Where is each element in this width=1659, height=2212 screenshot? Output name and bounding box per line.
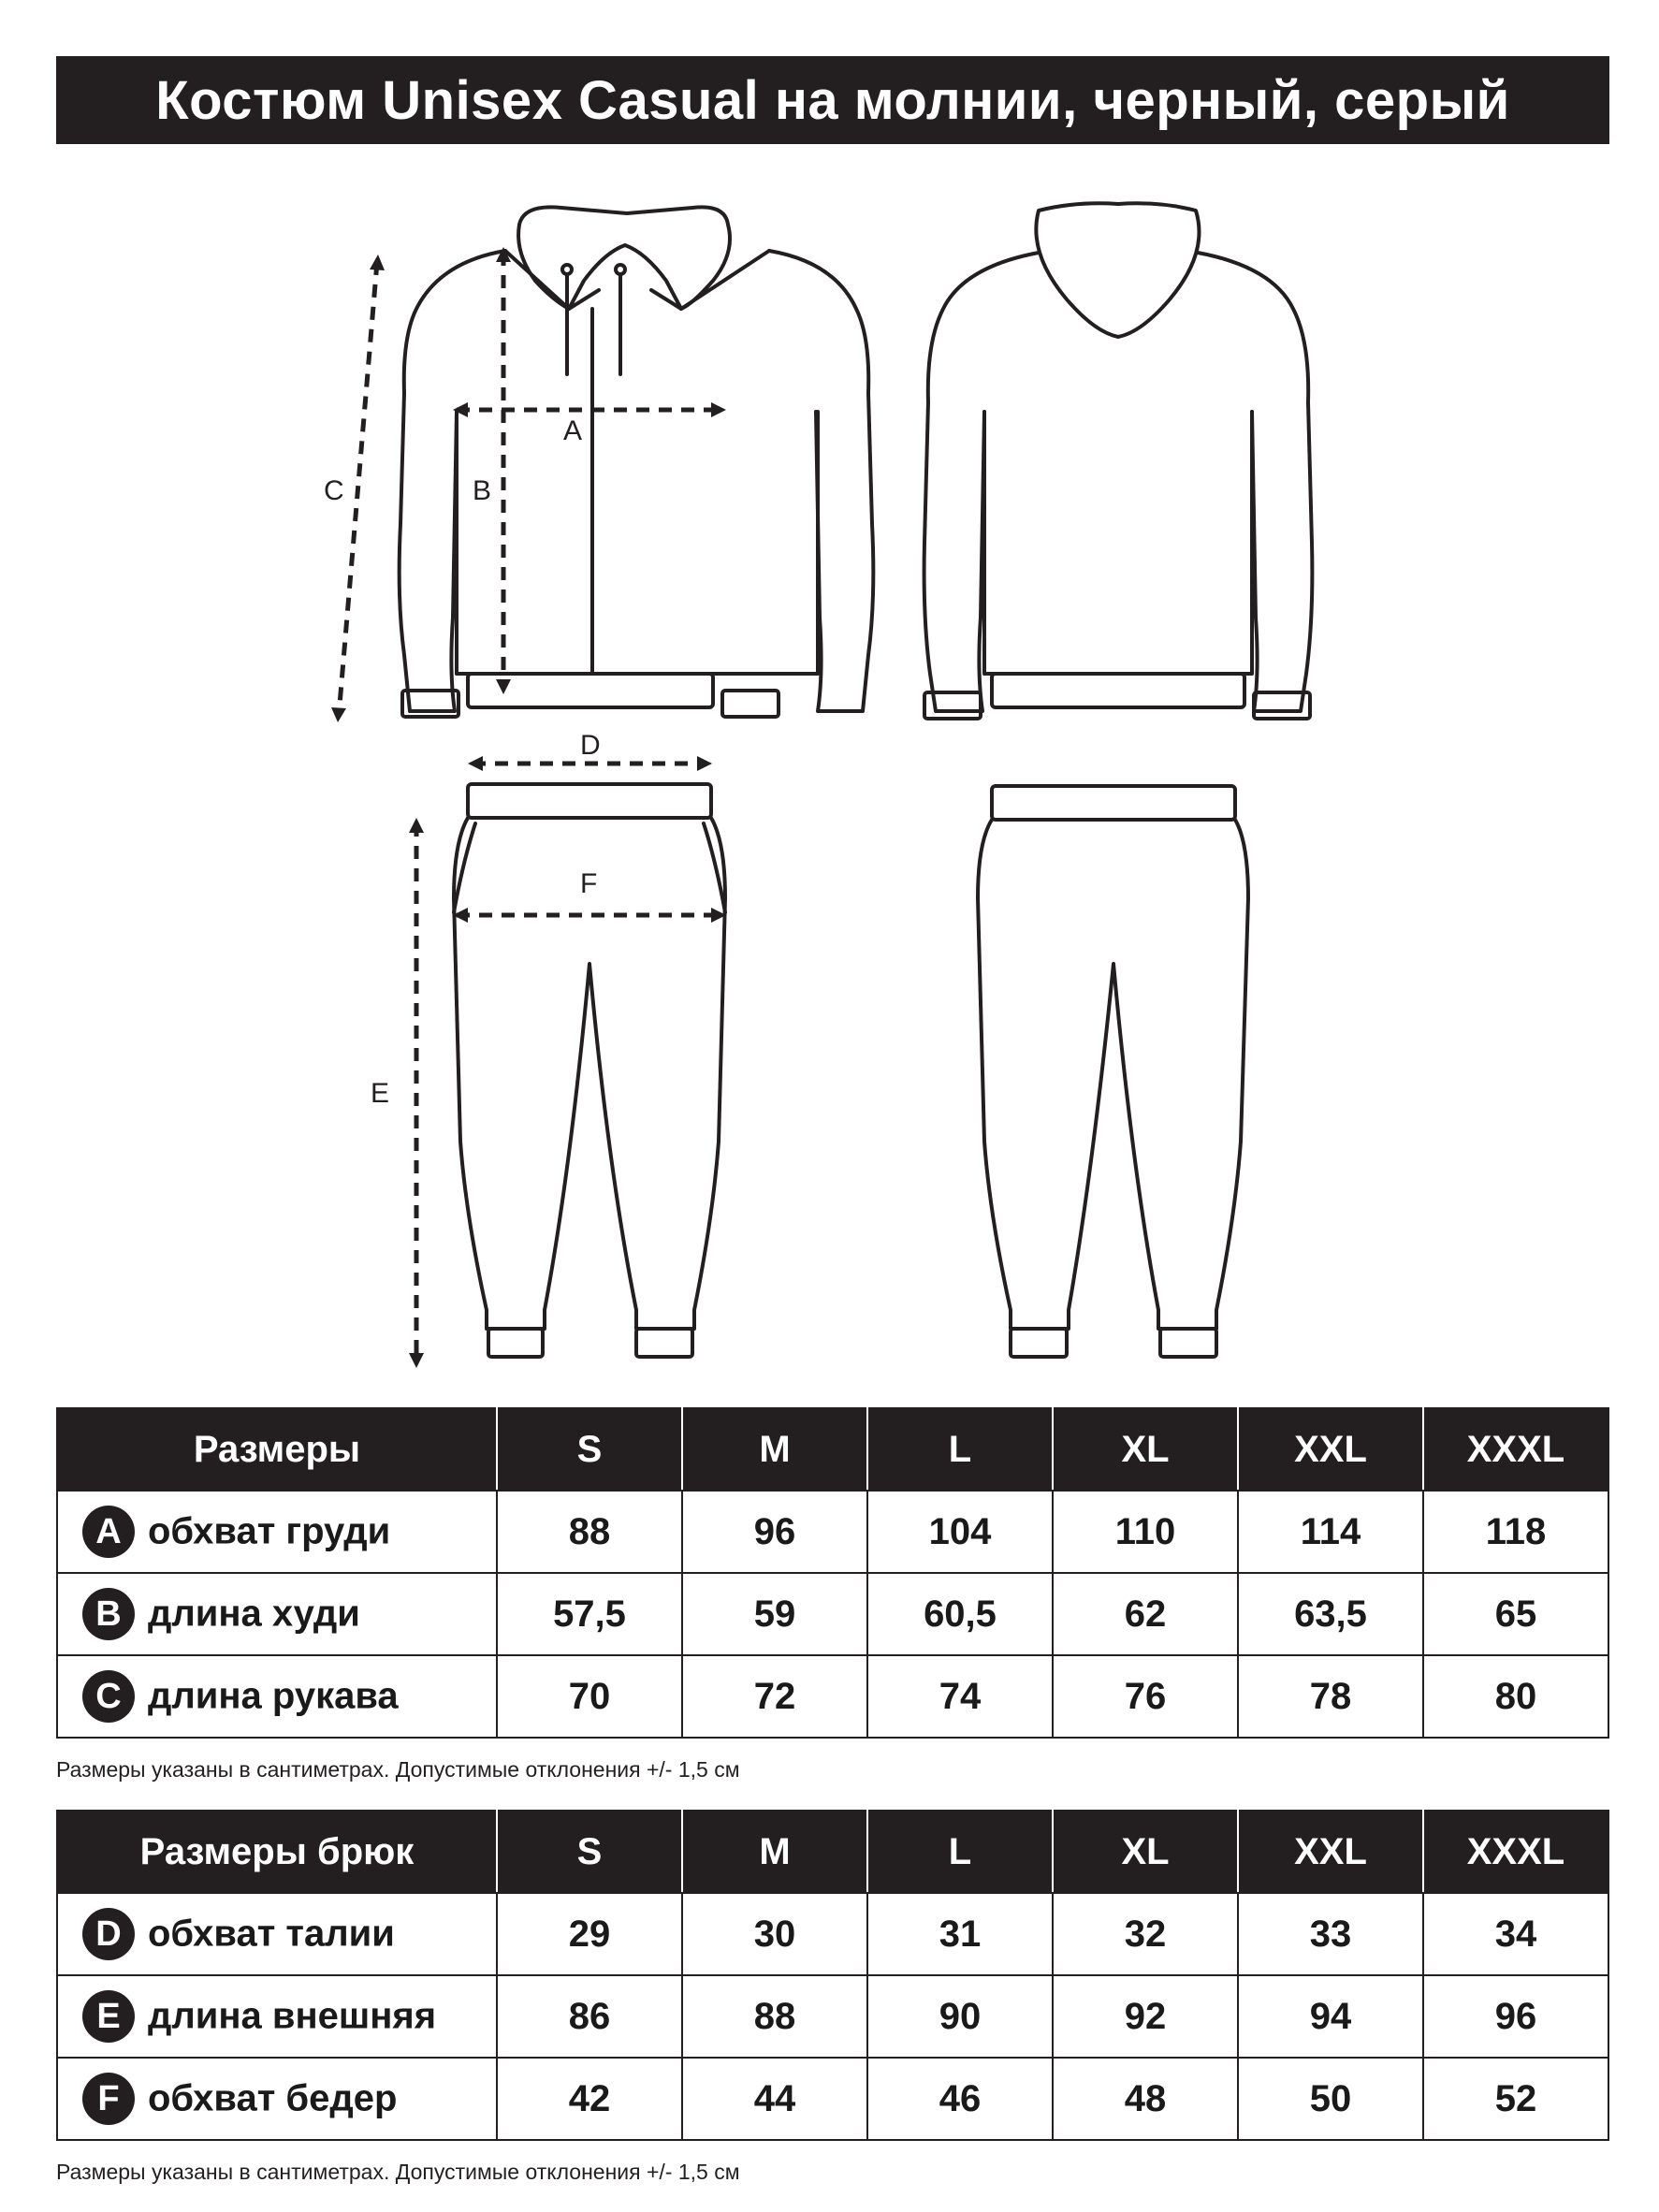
value-cell: 92 [1053,1975,1238,2058]
table-header-row [57,1408,1608,1491]
size-header: L [867,1811,1053,1893]
value-cell: 62 [1053,1573,1238,1655]
value-cell: 42 [497,2058,682,2140]
row-label-cell [57,1573,497,1655]
table-row [57,2058,1608,2140]
measurement-note: Размеры указаны в сантиметрах. Допустимые отклонения +/- 1,5 см [56,1757,740,1782]
value-cell: 59 [682,1573,867,1655]
table-row [57,1491,1608,1573]
row-label: обхват груди [148,1510,391,1552]
pants-back-drawing [978,786,1248,1357]
size-header: L [867,1408,1053,1491]
value-cell: 70 [497,1655,682,1738]
header-label: Размеры брюк [57,1811,497,1893]
row-badge: F [82,2073,135,2125]
value-cell: 76 [1053,1655,1238,1738]
row-label-cell [57,1655,497,1738]
row-label: обхват бедер [148,2077,398,2119]
hoodie-front-drawing [400,207,874,717]
value-cell: 52 [1423,2058,1608,2140]
row-label: обхват талии [148,1913,395,1955]
value-cell: 60,5 [867,1573,1053,1655]
value-cell: 46 [867,2058,1053,2140]
row-badge: C [82,1670,135,1723]
row-label: длина рукава [148,1675,399,1717]
table-row [57,1573,1608,1655]
row-badge: A [82,1506,135,1558]
value-cell: 31 [867,1893,1053,1975]
size-header: M [682,1811,867,1893]
value-cell: 30 [682,1893,867,1975]
value-cell: 118 [1423,1491,1608,1573]
size-header: S [497,1408,682,1491]
top-size-table [56,1407,1609,1739]
value-cell: 114 [1238,1491,1423,1573]
label-f: F [580,868,598,899]
value-cell: 90 [867,1975,1053,2058]
size-header: XXXL [1423,1408,1608,1491]
value-cell: 86 [497,1975,682,2058]
value-cell: 29 [497,1893,682,1975]
value-cell: 96 [682,1491,867,1573]
size-header: XL [1053,1811,1238,1893]
value-cell: 65 [1423,1573,1608,1655]
measurement-note: Размеры указаны в сантиметрах. Допустимые отклонения +/- 1,5 см [56,2160,740,2184]
value-cell: 32 [1053,1893,1238,1975]
row-label-cell [57,2058,497,2140]
table-row [57,1655,1608,1738]
row-label-cell [57,1491,497,1573]
value-cell: 44 [682,2058,867,2140]
value-cell: 88 [682,1975,867,2058]
value-cell: 74 [867,1655,1053,1738]
label-a: A [563,415,583,446]
value-cell: 94 [1238,1975,1423,2058]
size-header: XXL [1238,1408,1423,1491]
value-cell: 96 [1423,1975,1608,2058]
row-badge: E [82,1990,135,2043]
row-label: длина внешняя [148,1995,437,2037]
size-header: XL [1053,1408,1238,1491]
measure-line-c [339,262,377,716]
table-row [57,1975,1608,2058]
label-d: D [580,730,601,761]
value-cell: 57,5 [497,1573,682,1655]
value-cell: 50 [1238,2058,1423,2140]
table-header-row [57,1811,1608,1893]
row-badge: D [82,1908,135,1960]
value-cell: 34 [1423,1893,1608,1975]
value-cell: 80 [1423,1655,1608,1738]
page-title: Костюм Unisex Casual на молнии, черный, серый [56,56,1609,144]
table-row [57,1893,1608,1975]
header-label: Размеры [57,1408,497,1491]
pants-size-table [56,1810,1609,2141]
value-cell: 104 [867,1491,1053,1573]
label-c: C [324,475,344,506]
value-cell: 110 [1053,1491,1238,1573]
value-cell: 33 [1238,1893,1423,1975]
value-cell: 78 [1238,1655,1423,1738]
row-badge: B [82,1588,135,1640]
row-label-cell [57,1975,497,2058]
value-cell: 72 [682,1655,867,1738]
size-header: XXL [1238,1811,1423,1893]
size-header: XXXL [1423,1811,1608,1893]
value-cell: 48 [1053,2058,1238,2140]
label-b: B [473,475,492,506]
row-label: длина худи [148,1593,360,1635]
value-cell: 63,5 [1238,1573,1423,1655]
label-e: E [371,1078,390,1109]
row-label-cell [57,1893,497,1975]
size-header: S [497,1811,682,1893]
hoodie-back-drawing [924,203,1313,719]
size-header: M [682,1408,867,1491]
value-cell: 88 [497,1491,682,1573]
